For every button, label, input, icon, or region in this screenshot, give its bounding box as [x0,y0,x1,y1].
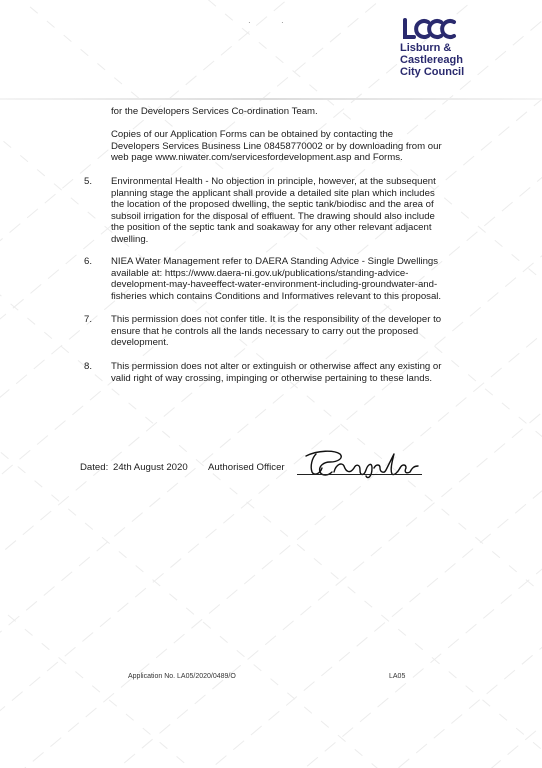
text-line: This permission does not confer title. It is the responsibility of the developer to [111,314,442,325]
item-number: 7. [84,314,93,325]
decision-date: 24th August 2020 [113,462,188,473]
text-line: available at: https://www.daera-ni.gov.uk/publications/standing-advice- [111,267,409,279]
lccc-logo-mark [402,18,462,40]
condition-paragraph [111,176,461,246]
item-number: 6. [84,256,93,267]
condition-paragraph [111,361,461,384]
header-divider [0,98,542,100]
officer-signature [300,446,425,482]
application-number: Application No. LA05/2020/0489/O [128,673,236,680]
council-name [400,42,464,78]
text-line: ensure that he controls all the lands necessary to carry out the proposed [111,325,419,337]
text-line: planning stage the applicant shall provide a detailed site plan which includes [111,187,435,199]
signature-line [297,474,422,475]
text-line: subsoil irrigation for the disposal of effluent. The drawing should also include [111,210,435,222]
scan-mark: · [248,18,251,27]
copies-paragraph [111,129,461,164]
text-line: the location of the proposed dwelling, the septic tank/biodisc and the area of [111,199,434,211]
text-line: Environmental Health - No objection in principle, however, at the subsequent [111,176,436,187]
authorised-officer-label: Authorised Officer [208,462,285,473]
intro-line: for the Developers Services Co-ordination Team. [111,106,318,117]
text-line: valid right of way crossing, impinging or otherwise pertaining to these lands. [111,372,433,384]
text-line: Developers Services Business Line 08458770002 or by downloading from our [111,140,442,152]
council-logo [398,16,528,86]
text-line: fisheries which contains Conditions and Informatives relevant to this proposal. [111,290,442,302]
council-name-line: Lisburn & [400,42,452,54]
text-line: NIEA Water Management refer to DAERA Standing Advice - Single Dwellings [111,256,439,267]
item-number: 5. [84,176,93,187]
text-line: This permission does not alter or extinguish or otherwise affect any existing or [111,361,442,372]
text-line: the position of the septic tank and soakaway for any other relevant adjacent [111,222,432,234]
scan-mark: · [281,18,284,27]
text-line: Copies of our Application Forms can be obtained by contacting the [111,129,394,140]
council-name-line: City Council [400,66,465,78]
condition-paragraph [111,256,461,302]
text-line: development. [111,337,169,349]
dated-label: Dated: [80,462,109,473]
text-line: dwelling. [111,233,149,245]
text-line: development-may-haveeffect-water-environment-including-groundwater-and- [111,279,438,291]
item-number: 8. [84,361,93,372]
text-line: web page www.niwater.com/servicesfordevelopment.asp and Forms. [111,152,403,164]
council-name-line: Castlereagh [400,54,463,66]
condition-paragraph [111,314,461,349]
council-code: LA05 [389,673,406,680]
